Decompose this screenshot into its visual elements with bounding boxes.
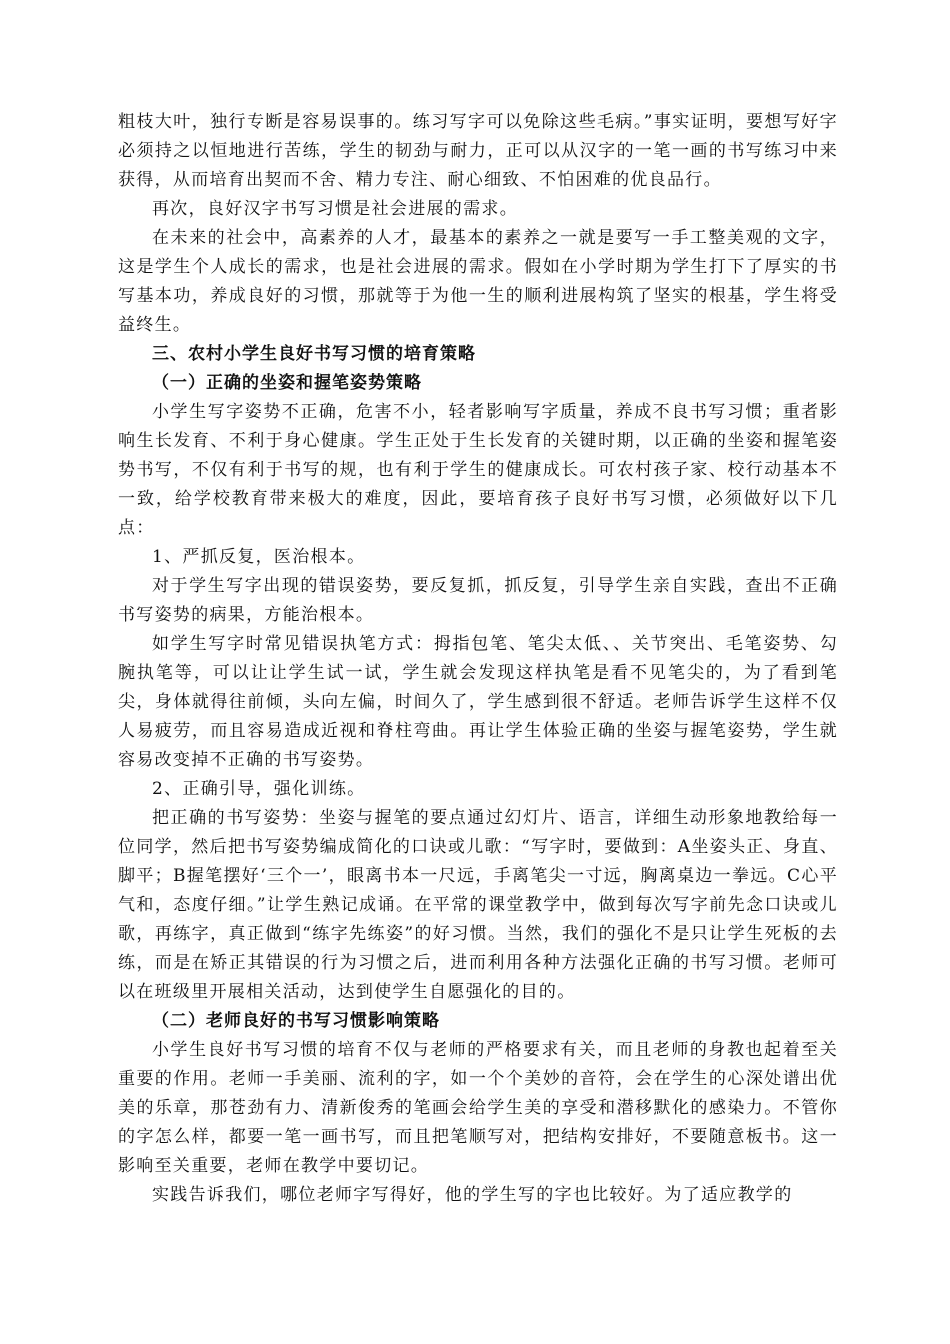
- subsection-heading: （一）正确的坐姿和握笔姿势策略: [152, 373, 422, 393]
- paragraph: 粗枝大叶，独行专断是容易误事的。练习写字可以免除这些毛病。”事实证明，要想写好字必须持之以恒地进行苦练，学生的韧劲与耐力，正可以从汉字的一笔一画的书写练习中来获得，从而培育出契而不舍、精力专注、耐心细致、不怕困难的优良品行。: [118, 112, 838, 190]
- subsection-heading: （二）老师良好的书写习惯影响策略: [152, 1011, 440, 1031]
- paragraph: 小学生写字姿势不正确，危害不小，轻者影响写字质量，养成不良书写习惯；重者影响生长发育、不利于身心健康。学生正处于生长发育的关键时期，以正确的坐姿和握笔姿势书写，不仅有利于书写的规，也有利于学生的健康成长。可农村孩子家、校行动基本不一致，给学校教育带来极大的难度，因此，要培育孩子良好书写习惯，必须做好以下几点：: [118, 402, 838, 538]
- document-page: [118, 108, 838, 1210]
- paragraph: 1、严抓反复，医治根本。: [152, 547, 366, 567]
- paragraph: 实践告诉我们，哪位老师字写得好，他的学生写的字也比较好。为了适应教学的: [152, 1185, 793, 1205]
- paragraph: 再次，良好汉字书写习惯是社会进展的需求。: [152, 199, 518, 219]
- paragraph: 把正确的书写姿势：坐姿与握笔的要点通过幻灯片、语言，详细生动形象地教给每一位同学，然后把书写姿势编成简化的口诀或儿歌：“写字时，要做到：A坐姿头正、身直、脚平；B握笔摆好‘三个一’，眼离书本一尺远，手离笔尖一寸远，胸离桌边一拳远。C心平气和，态度仔细。”让学生熟记成诵。在平常的课堂教学中，做到每次写字前先念口诀或儿歌，再练字，真正做到“练字先练姿”的好习惯。当然，我们的强化不是只让学生死板的去练，而是在矫正其错误的行为习惯之后，进而利用各种方法强化正确的书写习惯。老师可以在班级里开展相关活动，达到使学生自愿强化的目的。: [118, 808, 838, 1002]
- paragraph: 对于学生写字出现的错误姿势，要反复抓，抓反复，引导学生亲自实践，查出不正确书写姿势的病果，方能治根本。: [118, 576, 838, 625]
- paragraph: 如学生写字时常见错误执笔方式：拇指包笔、笔尖太低、、关节突出、毛笔姿势、勾腕执笔等，可以让让学生试一试，学生就会发现这样执笔是看不见笔尖的，为了看到笔尖，身体就得往前倾，头向左偏，时间久了，学生感到很不舒适。老师告诉学生这样不仅人易疲劳，而且容易造成近视和脊柱弯曲。再让学生体验正确的坐姿与握笔姿势，学生就容易改变掉不正确的书写姿势。: [118, 634, 838, 770]
- paragraph: 2、正确引导，强化训练。: [152, 779, 366, 799]
- paragraph: 在未来的社会中，高素养的人才，最基本的素养之一就是要写一手工整美观的文字，这是学生个人成长的需求，也是社会进展的需求。假如在小学时期为学生打下了厚实的书写基本功，养成良好的习惯，那就等于为他一生的顺利进展构筑了坚实的根基，学生将受益终生。: [118, 228, 838, 335]
- section-heading: 三、农村小学生良好书写习惯的培育策略: [152, 344, 476, 364]
- paragraph: 小学生良好书写习惯的培育不仅与老师的严格要求有关，而且老师的身教也起着至关重要的作用。老师一手美丽、流利的字，如一个个美妙的音符，会在学生的心深处谱出优美的乐章，那苍劲有力、清新俊秀的笔画会给学生美的享受和潜移默化的感染力。不管你的字怎么样，都要一笔一画书写，而且把笔顺写对，把结构安排好，不要随意板书。这一影响至关重要，老师在教学中要切记。: [118, 1040, 838, 1176]
